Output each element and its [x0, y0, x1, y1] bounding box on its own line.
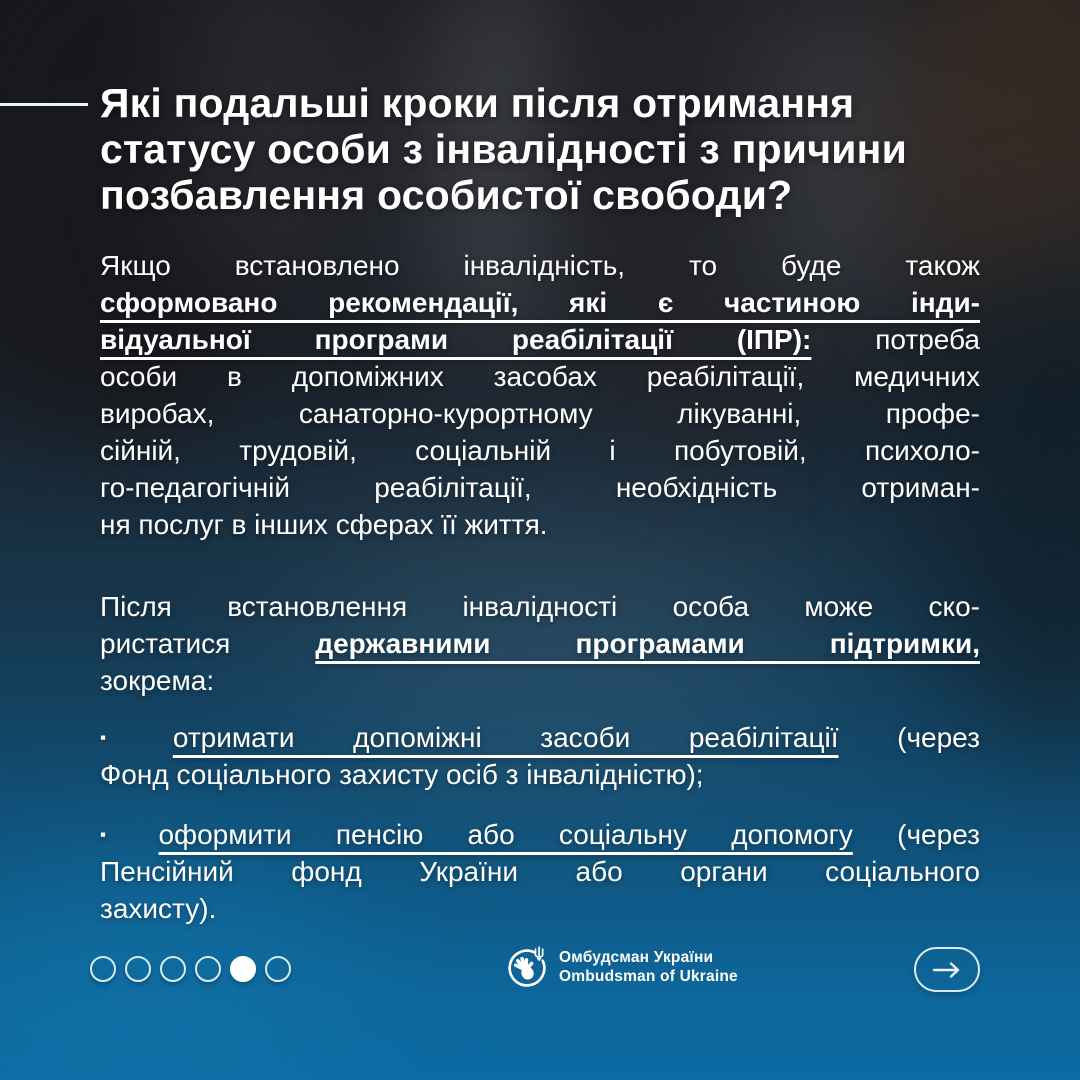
- text-segment: особи в допоміжних засобах реабілітації, медичних: [100, 361, 980, 392]
- page-title: [100, 80, 1000, 218]
- text-line: [100, 284, 980, 321]
- trident-icon: [536, 947, 543, 960]
- text-segment: сформовано рекомендації, які є частиною інди-: [100, 287, 980, 318]
- text-segment: захисту).: [100, 893, 217, 924]
- hand-icon: [511, 953, 540, 983]
- text-segment: го-педагогічній реабілітації, необхідність отриман-: [100, 472, 980, 503]
- pagination-dot[interactable]: [160, 956, 186, 982]
- paragraph-programs: [100, 588, 980, 699]
- pagination-dots: [90, 956, 291, 982]
- paragraph-ipr: [100, 247, 980, 543]
- text-line: [100, 890, 980, 927]
- text-segment: державними програмами підтримки,: [315, 628, 980, 659]
- text-line: [100, 662, 980, 699]
- next-slide-button[interactable]: [914, 947, 980, 992]
- bullet-square-icon: ▪: [100, 728, 157, 747]
- text-segment: ня послуг в інших сферах її життя.: [100, 509, 548, 540]
- text-segment: Фонд соціального захисту осіб з інвалідністю);: [100, 759, 704, 790]
- text-line: [100, 816, 980, 853]
- text-segment: виробах, санаторно-курортному лікуванні, профе-: [100, 398, 980, 429]
- text-segment: отримати допоміжні засоби реабілітації: [172, 722, 839, 753]
- text-segment: (через: [852, 819, 980, 850]
- page-title-line: позбавлення особистої свободи?: [100, 172, 793, 218]
- text-segment: сійній, трудовій, соціальній і побутовій, психоло-: [100, 435, 980, 466]
- text-segment: ристатися: [100, 628, 316, 659]
- text-line: [100, 506, 980, 543]
- text-line: [100, 625, 980, 662]
- ombudsman-logo: [506, 946, 738, 988]
- logo-text-ua: Омбудсман України: [559, 948, 714, 966]
- pagination-dot[interactable]: [265, 956, 291, 982]
- pagination-dot[interactable]: [90, 956, 116, 982]
- arrow-right-icon: [931, 961, 963, 979]
- text-segment: оформити пенсію або соціальну допомогу: [158, 819, 853, 850]
- page-title-line: статусу особи з інвалідності з причини: [100, 126, 907, 172]
- text-segment: Після встановлення інвалідності особа може ско-: [100, 591, 980, 622]
- bullet-assistive: [100, 719, 980, 793]
- text-line: [100, 756, 980, 793]
- text-line: [100, 395, 980, 432]
- text-segment: (через: [838, 722, 980, 753]
- pagination-dot[interactable]: [125, 956, 151, 982]
- text-segment: Пенсійний фонд України або органи соціального: [100, 856, 980, 887]
- text-segment: потреба: [811, 324, 980, 355]
- bullet-pension: [100, 816, 980, 927]
- text-segment: відуальної програми реабілітації (ІПР):: [100, 324, 812, 355]
- text-line: [100, 358, 980, 395]
- logo-text: [559, 948, 738, 987]
- pagination-dot-active[interactable]: [230, 956, 256, 982]
- text-line: [100, 321, 980, 358]
- logo-text-en: Ombudsman of Ukraine: [559, 968, 738, 985]
- pagination-dot[interactable]: [195, 956, 221, 982]
- title-accent-line: [0, 103, 88, 106]
- content-blocks: [100, 247, 980, 927]
- page-title-line: Які подальші кроки після отримання: [100, 80, 855, 126]
- hand-in-circle-logo-icon: [506, 946, 548, 988]
- text-segment: Якщо встановлено інвалідність, то буде також: [100, 250, 980, 281]
- text-line: [100, 719, 980, 756]
- text-line: [100, 247, 980, 284]
- text-line: [100, 432, 980, 469]
- text-segment: зокрема:: [100, 665, 215, 696]
- text-line: [100, 469, 980, 506]
- text-line: [100, 588, 980, 625]
- bullet-square-icon: ▪: [100, 825, 143, 844]
- text-line: [100, 853, 980, 890]
